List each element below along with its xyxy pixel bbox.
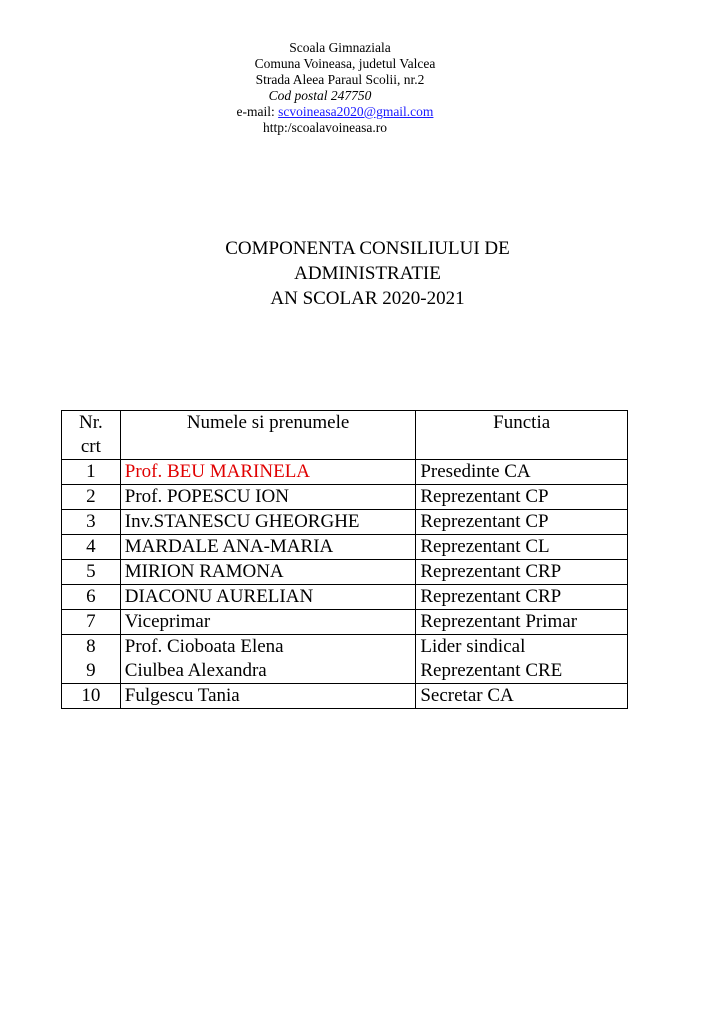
member-function: Reprezentant CL — [416, 535, 628, 560]
email-label: e-mail: — [236, 104, 275, 119]
member-name: MIRION RAMONA — [120, 560, 416, 585]
member-name: Prof. POPESCU ION — [120, 485, 416, 510]
member-function: Reprezentant CRP — [416, 560, 628, 585]
table-row — [62, 485, 628, 510]
header-function: Functia — [416, 411, 628, 460]
table-row — [62, 585, 628, 610]
member-name: Prof. BEU MARINELA — [120, 460, 416, 485]
row-number: 7 — [62, 610, 121, 635]
header-nr-line1: Nr. — [79, 412, 103, 433]
header-name: Numele si prenumele — [120, 411, 416, 460]
email-link[interactable]: scvoineasa2020@gmail.com — [278, 104, 434, 119]
title-line-2: ADMINISTRATIE — [294, 263, 441, 284]
school-postal-code: Cod postal 247750 — [268, 88, 372, 103]
member-function: Reprezentant CRP — [416, 585, 628, 610]
document-title — [170, 236, 565, 311]
title-line-3: AN SCOLAR 2020-2021 — [270, 288, 465, 309]
member-function: Reprezentant CP — [416, 510, 628, 535]
header-nr-crt — [62, 411, 121, 460]
member-name: Prof. Cioboata Elena — [124, 636, 284, 657]
member-name: Viceprimar — [120, 610, 416, 635]
member-function-pair — [416, 635, 628, 684]
school-email-line — [170, 104, 500, 120]
row-number: 5 — [62, 560, 121, 585]
member-function: Reprezentant Primar — [416, 610, 628, 635]
header-nr-line2: crt — [80, 436, 101, 457]
member-function: Presedinte CA — [416, 460, 628, 485]
table-row — [62, 635, 628, 684]
table-row — [62, 460, 628, 485]
table-row — [62, 560, 628, 585]
school-name: Scoala Gimnaziala — [289, 40, 391, 55]
member-name: DIACONU AURELIAN — [120, 585, 416, 610]
table-header-row — [62, 411, 628, 460]
member-name: Ciulbea Alexandra — [124, 660, 267, 681]
school-header — [180, 40, 500, 136]
school-commune: Comuna Voineasa, judetul Valcea — [254, 56, 436, 71]
table-row — [62, 610, 628, 635]
member-function: Secretar CA — [416, 684, 628, 709]
row-number: 10 — [62, 684, 121, 709]
member-function: Reprezentant CRE — [420, 660, 563, 681]
member-function: Reprezentant CP — [416, 485, 628, 510]
council-table — [61, 410, 628, 709]
member-name: Fulgescu Tania — [120, 684, 416, 709]
member-function: Lider sindical — [420, 636, 526, 657]
member-name: MARDALE ANA-MARIA — [120, 535, 416, 560]
row-number: 2 — [62, 485, 121, 510]
title-line-1: COMPONENTA CONSILIULUI DE — [225, 238, 510, 259]
row-number-pair — [62, 635, 121, 684]
school-street: Strada Aleea Paraul Scolii, nr.2 — [255, 72, 425, 87]
school-website: http:/scoalavoineasa.ro — [262, 120, 388, 135]
member-name: Inv.STANESCU GHEORGHE — [120, 510, 416, 535]
row-number: 9 — [86, 660, 96, 681]
member-name-pair — [120, 635, 416, 684]
table-row — [62, 535, 628, 560]
table-row — [62, 510, 628, 535]
row-number: 3 — [62, 510, 121, 535]
row-number: 1 — [62, 460, 121, 485]
table-row — [62, 684, 628, 709]
row-number: 6 — [62, 585, 121, 610]
row-number: 8 — [86, 636, 96, 657]
row-number: 4 — [62, 535, 121, 560]
